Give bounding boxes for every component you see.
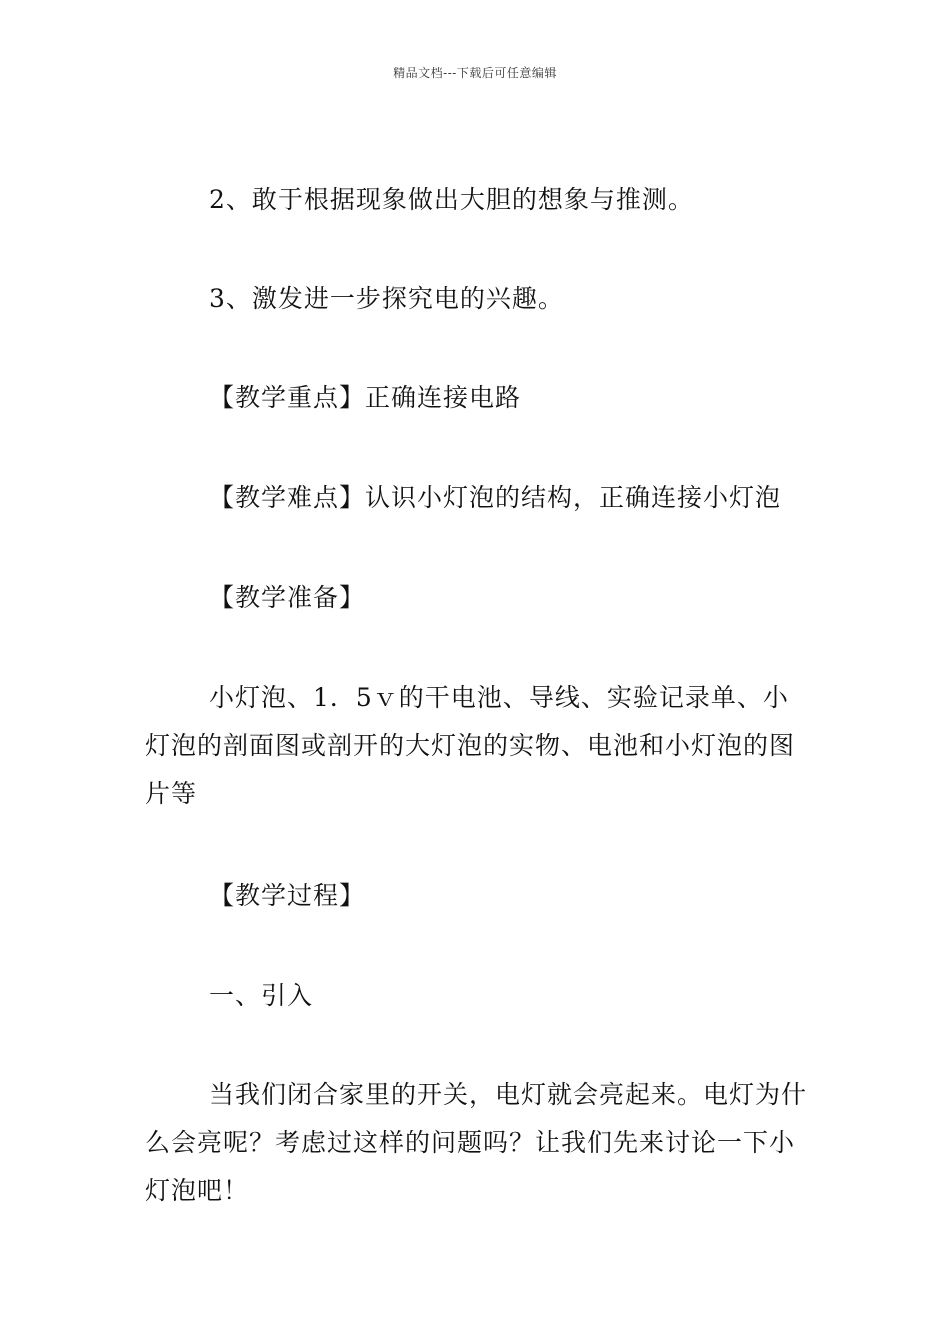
teaching-focus: 【教学重点】正确连接电路 <box>209 383 522 412</box>
teaching-process-heading: 【教学过程】 <box>209 881 366 910</box>
section-introduction-heading: 一、引入 <box>209 981 314 1010</box>
teaching-difficulty: 【教学难点】认识小灯泡的结构，正确连接小灯泡 <box>209 483 782 512</box>
introduction-paragraph: 当我们闭合家里的开关，电灯就会亮起来。电灯为什么会亮呢？考虑过这样的问题吗？让我们先来讨论一下小灯泡吧！ <box>145 1080 808 1205</box>
teaching-preparation-heading: 【教学准备】 <box>209 583 366 612</box>
objective-2: 2、敢于根据现象做出大胆的想象与推测。 <box>209 185 694 214</box>
page-header: 精品文档---下载后可任意编辑 <box>393 66 557 80</box>
objective-3: 3、激发进一步探究电的兴趣。 <box>209 284 564 313</box>
teaching-preparation-content: 小灯泡、1．5ｖ的干电池、导线、实验记录单、小灯泡的剖面图或剖开的大灯泡的实物、电池和小灯泡的图片等 <box>145 683 796 808</box>
